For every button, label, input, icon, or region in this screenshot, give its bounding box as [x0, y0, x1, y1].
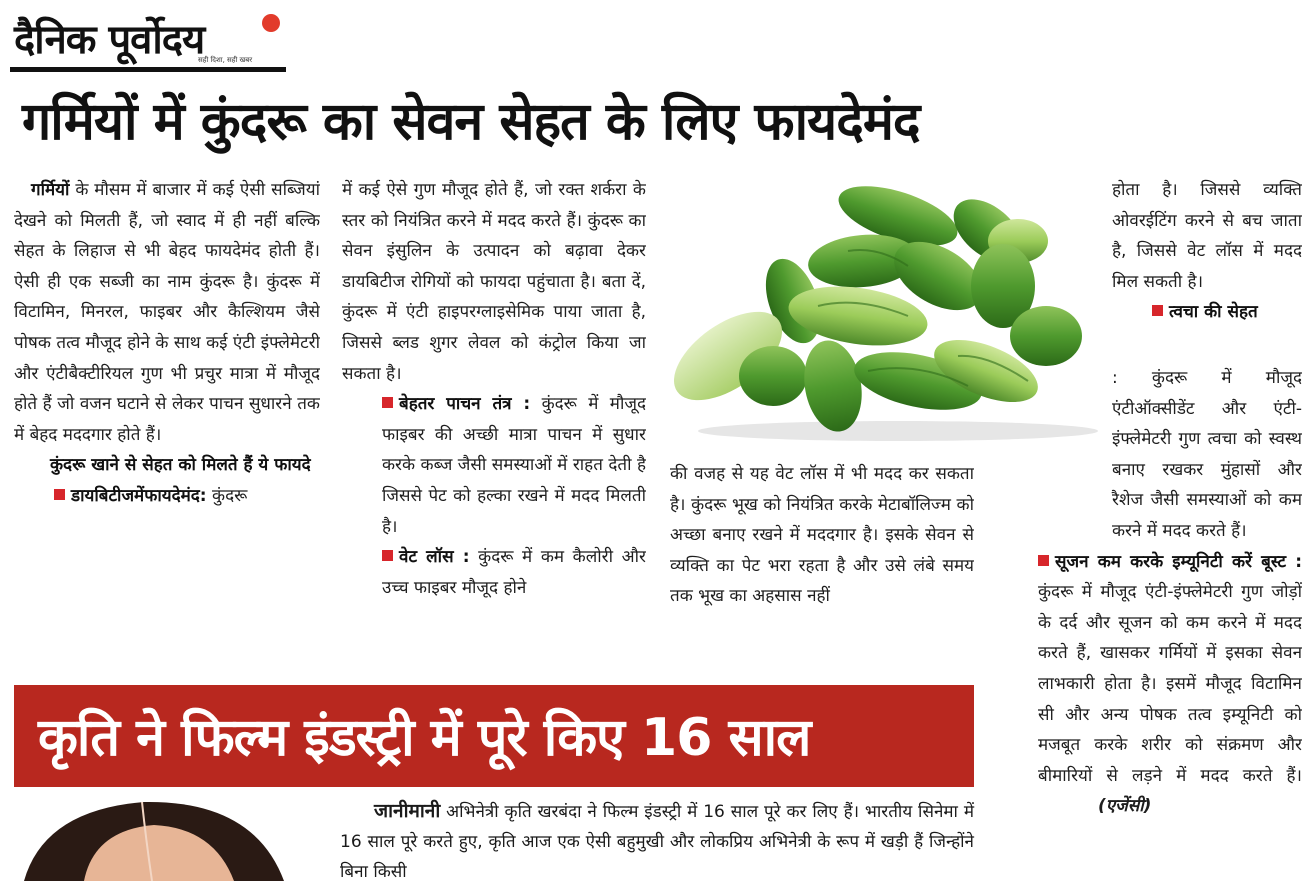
bullet-square-icon [54, 489, 65, 500]
col1-point-text: कुंदरू [206, 485, 248, 506]
portrait-image [14, 800, 334, 881]
col4-point2-text: कुंदरू में मौजूद एंटी-इंफ्लेमेटरी गुण जोड़ों के दर्द और सूजन को कम करने में मदद करते हैं, खासकर गर्मियों में इसका सेवन लाभकारी होता है। इसमें मौजूद विटामिन सी और अन्य पोषक तत्व इम्यूनिटी को मजबूत करके शरीर को संक्रमण और बीमारियों से लड़ने में मदद करते हैं। [1038, 582, 1302, 786]
col4-point2-label: सूजन कम करके इम्यूनिटी करें बूस्ट : [1055, 551, 1302, 572]
col4-point1-label: त्वचा की सेहत [1169, 302, 1258, 323]
masthead-logo-dot [262, 14, 280, 32]
col1-subhead: कुंदरू खाने से सेहत को मिलते हैं ये फायदे [50, 455, 311, 476]
article-column-3 [670, 459, 974, 659]
col2-point-1 [342, 389, 646, 542]
article-column-1 [14, 175, 320, 645]
col1-lead: गर्मियों [31, 180, 70, 200]
masthead-title: दैनिक पूर्वोदय [14, 17, 205, 63]
col2-point-2 [342, 542, 646, 603]
actress-portrait [14, 800, 334, 881]
col3-paragraph: की वजह से यह वेट लॉस में भी मदद कर सकता है। कुंदरू भूख को नियंत्रित करके मेटाबॉलिज्म को अच्छा बनाए रखने में मददगार है। इसके सेवन से व्यक्ति का पेट भरा रहता है और उसे लंबे समय तक भूख का अहसास नहीं [670, 464, 974, 607]
col2-point2-text: कुंदरू में कम कैलोरी और उच्च फाइबर मौजूद होने [382, 547, 646, 598]
article2-text: अभिनेत्री कृति खरबंदा ने फिल्म इंडस्ट्री में 16 साल पूरे कर लिए हैं। भारतीय सिनेमा में 16 साल पूरे करते हुए, कृति आज एक ऐसी बहुमुखी और लोकप्रिय अभिनेत्री के रूप में खड़ी हैं जिन्होंने बिना किसी [340, 802, 974, 882]
col4-point-1 [1112, 297, 1302, 328]
col2-point1-label: बेहतर पाचन तंत्र : [399, 394, 531, 415]
col1-paragraph [14, 175, 320, 450]
article-column-4-bottom [998, 363, 1302, 863]
col1-point-label: डायबिटीजमेंफायदेमंद: [71, 485, 207, 506]
col4-point-2 [998, 547, 1302, 822]
col2-point1-text: कुंदरू में मौजूद फाइबर की अच्छी मात्रा पाचन में सुधार करके कब्ज जैसी समस्याओं में राहत देती है जिससे पेट को हल्का रखने में मदद मिलती है। [382, 394, 646, 537]
col1-text: के मौसम में बाजार में कई ऐसी सब्जियां देखने को मिलती हैं, जो स्वाद में ही नहीं बल्कि सेहत के लिहाज से भी बेहद फायदेमंद होती हैं। ऐसी ही एक सब्जी का नाम कुंदरू है। कुंदरू में विटामिन, मिनरल, फाइबर और कैल्शियम जैसे पोषक तत्व मौजूद होने के साथ कई एंटी इंफ्लेमेटरी और एंटीबैक्टीरियल गुण भी प्रचुर मात्रा में मौजूद होते हैं जो वजन घटाने से लेकर पाचन सुधारने तक में बेहद मददगार होते हैं। [14, 180, 320, 445]
col4-paragraph: होता है। जिससे व्यक्ति ओवरईटिंग करने से बच जाता है, जिससे वेट लॉस में मदद मिल सकती है। [1112, 180, 1302, 292]
col1-point [14, 481, 320, 512]
article2-body [340, 796, 974, 887]
bullet-square-icon [382, 550, 393, 561]
article-column-2 [342, 175, 646, 645]
bullet-square-icon [382, 397, 393, 408]
article2-headline: कृति ने फिल्म इंडस्ट्री में पूरे किए 16 साल [38, 708, 811, 768]
agency-credit: (एजेंसी) [1098, 796, 1152, 817]
masthead-underline [10, 67, 286, 72]
col4-point1-text: : कुंदरू में मौजूद एंटीऑक्सीडेंट और एंटी-इंफ्लेमेटरी गुण त्वचा को स्वस्थ बनाए रखकर मुंहासों और रैशेज जैसी समस्याओं को कम करने में मदद करते हैं। [1112, 368, 1302, 541]
masthead-tagline: सही दिशा, सही खबर [198, 56, 253, 64]
col2-paragraph: में कई ऐसे गुण मौजूद होते हैं, जो रक्त शर्करा के स्तर को नियंत्रित करने में मदद करते हैं। कुंदरू का सेवन इंसुलिन के उत्पादन को बढ़ावा देकर डायबिटीज रोगियों को फायदा पहुंचाता है। बता दें, कुंदरू में एंटी हाइपरग्लाइसेमिक पाया जाता है, जिससे ब्लड शुगर लेवल को कंट्रोल किया जा सकता है। [342, 180, 646, 384]
bullet-square-icon [1038, 555, 1049, 566]
col2-point2-label: वेट लॉस : [399, 547, 470, 568]
bullet-square-icon [1152, 305, 1163, 316]
article2-lead: जानीमानी [374, 800, 441, 822]
article-headline: गर्मियों में कुंदरू का सेवन सेहत के लिए फायदेमंद [22, 92, 920, 152]
